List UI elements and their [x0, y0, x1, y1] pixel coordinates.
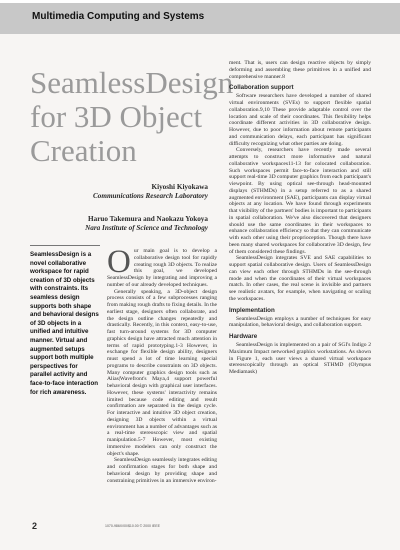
abstract-sidebar: SeamlessDesign is a novel collaborative workspace for rapid creation of 3D objects with constraints. Its seamless design supports both shape and behavioral designs of 3D objects in a unified and intuitive manner. Virtual and augmented setups support both multiple perspectives for parallel activity and face-to-face interaction for rich awareness.	[30, 251, 99, 396]
body-paragraph: SeamlessDesign employs a number of techniques for easy manipulation, behavioral design, and collaboration support.	[229, 315, 371, 329]
section-heading: Hardware	[229, 333, 258, 340]
page-number: 2	[32, 521, 38, 531]
body-paragraph: Conversely, researchers have recently made several attempts to construct more informative and natural collaborative workspaces11-13 for colocated collaboration. Such workspaces permit face-to-face interaction and still support real-time 3D computer graphics from each participant's viewpoint. By using optical see-through head-mounted displays (STHMDs) in a setup referred to as a shared augmented environment (SAE), participants can display virtual objects at any location. We have found through experiments that visibility of the partners' bodies is important to participants in spatial collaboration. We've also discovered that designers should use the same coordinates in their workspaces to enhance collaboration efficiency so that they can communicate with each other using their proprioception. Though there have been many shared workspaces for collaborative 3D design, few of them considered these findings.	[229, 147, 371, 255]
author-affiliation: Communications Research Laboratory	[92, 192, 208, 200]
body-paragraph: SeamlessDesign is implemented on a pair of SGI's Indigo 2 Maximum Impact networked graphics workstations. As shown in Figure 1, each user views a shared virtual workspace stereoscopically through an optical STHMD (Olympus Mediamask)	[229, 342, 371, 375]
author-block-1	[30, 183, 208, 201]
section-title: Multimedia Computing and Systems	[32, 11, 205, 22]
body-paragraph: SeamlessDesign seamlessly integrates editing and confirmation stages for both shape and behavioral design by providing shape and constraining primitives in an immersive environ-	[107, 457, 217, 484]
body-paragraph: ment. That is, users can design reactive objects by simply deforming and assembling these primitives in a unified and comprehensive manner.8	[229, 60, 371, 80]
author-block-2	[30, 215, 208, 233]
body-column-1	[107, 248, 217, 530]
drop-cap: O	[107, 248, 131, 280]
author-names: Haruo Takemura and Naokazu Yokoya	[88, 215, 208, 223]
author-names: Kiyoshi Kiyokawa	[151, 183, 208, 191]
author-affiliation: Nara Institute of Science and Technology	[85, 224, 208, 232]
body-paragraph: Our main goal is to develop a collaborative design tool for rapidly creating rough 3D objects. To realize this goal, we developed SeamlessDesign by integrating and improving a number of our already developed techniques.	[107, 248, 217, 288]
body-paragraph: Generally speaking, a 3D-object design process consists of a few subprocesses ranging from making rough drafts to fixing details. In the earliest stage, designers often collaborate, and the design outline changes repeatedly and drastically. Recently, in this context, easy-to-use, fast turn-around systems for 3D computer graphics design have attracted much attention in terms of rapid prototyping.1-3 However, in exchange for flexible design ability, designers must spend a lot of time learning special programs to describe constraints on 3D objects. Many computer graphics design tools such as Alias|Wavefront's Maya,4 support powerful behavioral design with graphical user interfaces. However, these systems' interactivity remains limited because code editing and result confirmation are separated in the design cycle. For interactive and intuitive 3D object creation, designing 3D objects within a virtual environment has a number of advantages such as a real-time stereoscopic view and spatial manipulation.5-7 However, most existing immersive modelers can only construct the object's shape.	[107, 288, 217, 457]
body-column-2	[229, 60, 371, 530]
footer-issn: 1070-986X/00/$10.00 © 2000 IEEE	[105, 524, 160, 528]
body-paragraph: SeamlessDesign integrates SVE and SAE capabilities to support spatial collaborative design. Users of SeamlessDesign can view each other through STHMDs in the see-through mode and when the coordinates of their virtual workspaces match. In other cases, the real scene is invisible and partners see realistic avatars, for example, when navigating or scaling the workspaces.	[229, 255, 371, 302]
article-title: SeamlessDesign for 3D Object Creation	[30, 65, 234, 168]
abstract-rule	[30, 245, 100, 246]
section-heading: Collaboration support	[229, 84, 294, 92]
body-paragraph: Software researchers have developed a number of shared virtual environments (SVEs) to support flexible spatial collaboration.9,10 These provide adaptable control over the location and scale of their coordinates. This flexibility helps coordinate different activities in 3D collaborative design. However, due to poor information about remote participants and communication delays, each participant has significant difficulty recognizing what other parties are doing.	[229, 93, 371, 147]
section-heading: Implementation	[229, 306, 275, 314]
header-top-rule	[0, 0, 400, 3]
